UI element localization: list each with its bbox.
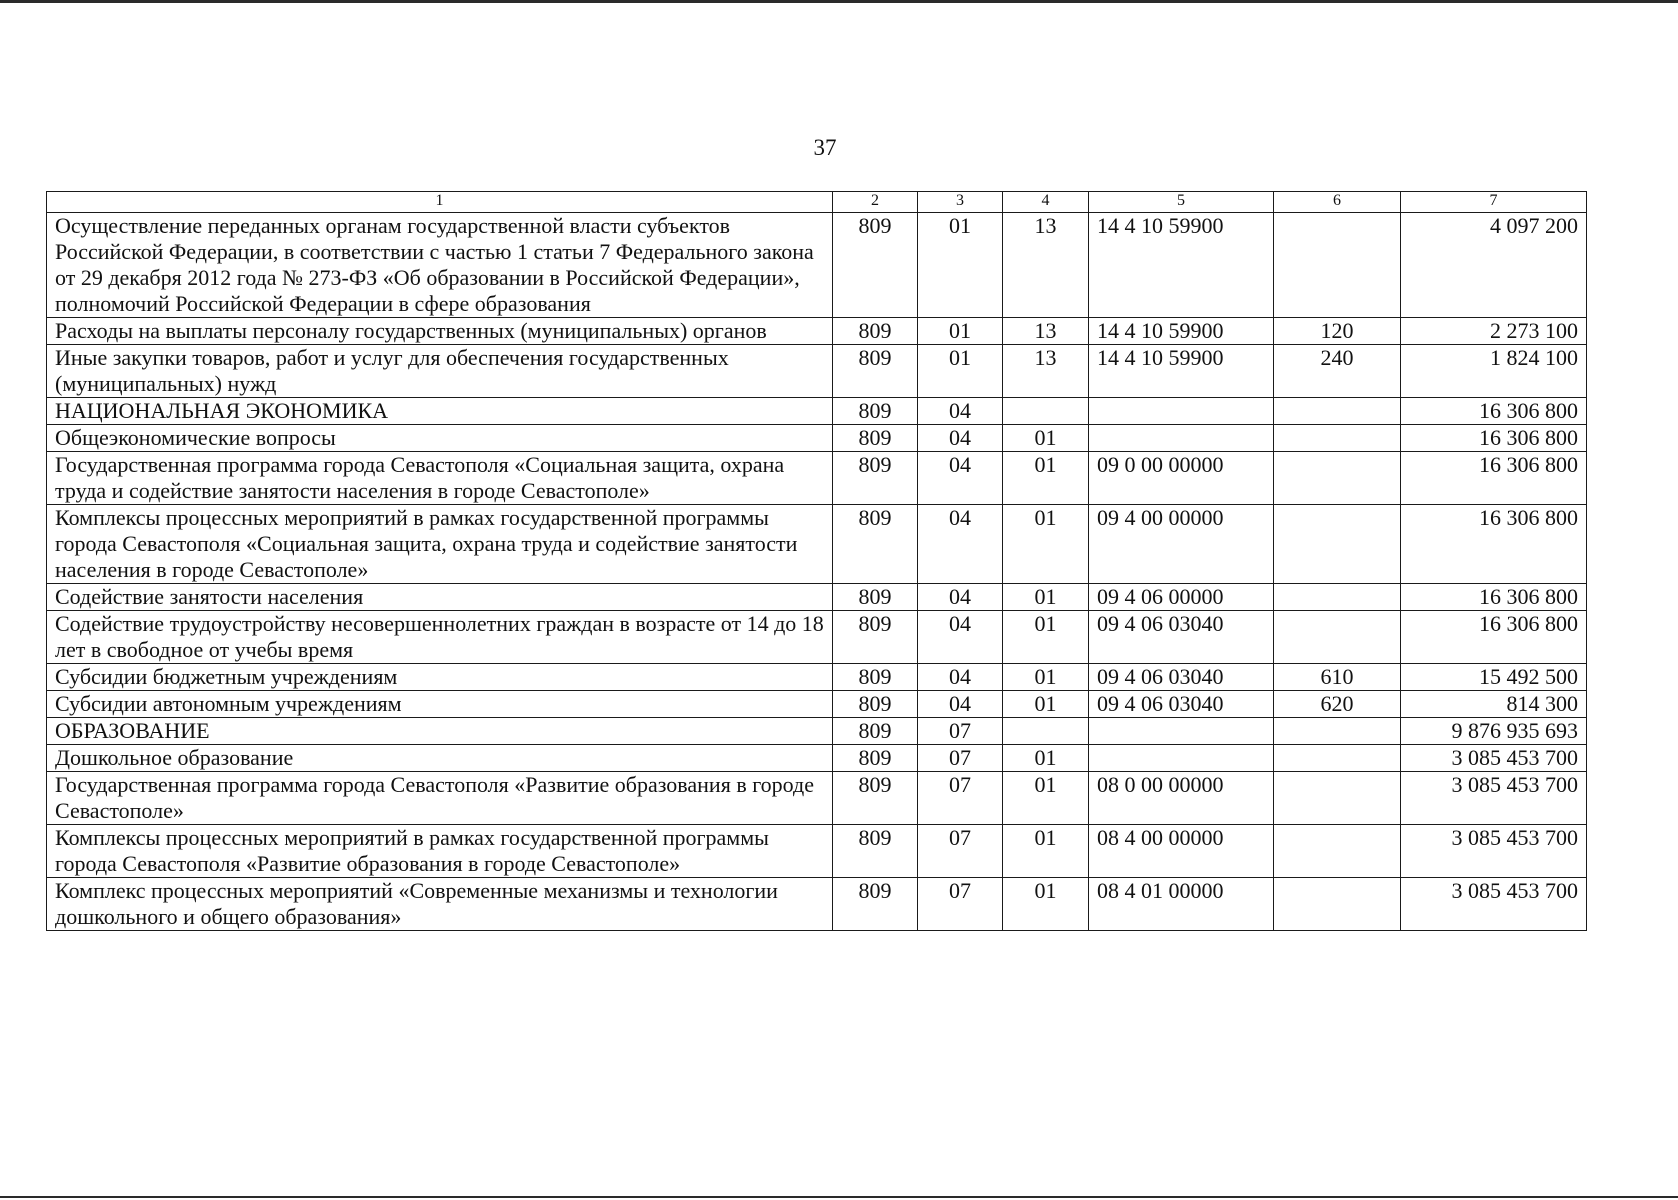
- amount-cell: 9 876 935 693: [1401, 718, 1587, 745]
- target-article-cell: 14 4 10 59900: [1089, 318, 1274, 345]
- column-number-row: [47, 192, 1587, 213]
- column-header: 4: [1003, 192, 1089, 213]
- page-bottom-border: [0, 1196, 1678, 1198]
- row-name-cell: Общеэкономические вопросы: [47, 425, 833, 452]
- table-row: [47, 584, 1587, 611]
- ministry-code-cell: 809: [833, 318, 918, 345]
- target-article-cell: [1089, 425, 1274, 452]
- section-code-cell: 04: [918, 452, 1003, 505]
- target-article-cell: 09 4 06 03040: [1089, 691, 1274, 718]
- target-article-cell: [1089, 745, 1274, 772]
- table-body: [47, 213, 1587, 931]
- row-name-cell: Осуществление переданных органам государственной власти субъектов Российской Федерации, в соответствии с частью 1 статьи 7 Федерального закона от 29 декабря 2012 года № 273-ФЗ «Об образовании в Российской Федерации», полномочий Российской Федерации в сфере образования: [47, 213, 833, 318]
- row-name-cell: Содействие занятости населения: [47, 584, 833, 611]
- section-code-cell: 04: [918, 398, 1003, 425]
- subsection-code-cell: 01: [1003, 878, 1089, 931]
- target-article-cell: 08 4 00 00000: [1089, 825, 1274, 878]
- amount-cell: 16 306 800: [1401, 611, 1587, 664]
- expense-type-cell: [1274, 772, 1401, 825]
- row-name-cell: Комплекс процессных мероприятий «Современные механизмы и технологии дошкольного и общего образования»: [47, 878, 833, 931]
- expense-type-cell: [1274, 425, 1401, 452]
- subsection-code-cell: 01: [1003, 452, 1089, 505]
- expense-type-cell: [1274, 745, 1401, 772]
- amount-cell: 2 273 100: [1401, 318, 1587, 345]
- subsection-code-cell: 13: [1003, 345, 1089, 398]
- subsection-code-cell: [1003, 718, 1089, 745]
- subsection-code-cell: 01: [1003, 425, 1089, 452]
- ministry-code-cell: 809: [833, 745, 918, 772]
- amount-cell: 16 306 800: [1401, 452, 1587, 505]
- column-header: 5: [1089, 192, 1274, 213]
- row-name-cell: Содействие трудоустройству несовершеннолетних граждан в возрасте от 14 до 18 лет в свободное от учебы время: [47, 611, 833, 664]
- ministry-code-cell: 809: [833, 691, 918, 718]
- table-row: [47, 345, 1587, 398]
- expense-type-cell: [1274, 398, 1401, 425]
- section-code-cell: 01: [918, 213, 1003, 318]
- row-name-cell: Дошкольное образование: [47, 745, 833, 772]
- target-article-cell: 08 0 00 00000: [1089, 772, 1274, 825]
- amount-cell: 3 085 453 700: [1401, 745, 1587, 772]
- table-row: [47, 878, 1587, 931]
- page-number: 37: [813, 135, 837, 160]
- ministry-code-cell: 809: [833, 452, 918, 505]
- table-row: [47, 825, 1587, 878]
- subsection-code-cell: [1003, 398, 1089, 425]
- ministry-code-cell: 809: [833, 425, 918, 452]
- amount-cell: 1 824 100: [1401, 345, 1587, 398]
- section-code-cell: 07: [918, 825, 1003, 878]
- amount-cell: 3 085 453 700: [1401, 772, 1587, 825]
- row-name-cell: Иные закупки товаров, работ и услуг для обеспечения государственных (муниципальных) нужд: [47, 345, 833, 398]
- ministry-code-cell: 809: [833, 213, 918, 318]
- amount-cell: 3 085 453 700: [1401, 825, 1587, 878]
- target-article-cell: 09 4 06 00000: [1089, 584, 1274, 611]
- expense-type-cell: 610: [1274, 664, 1401, 691]
- expense-type-cell: [1274, 825, 1401, 878]
- row-name-cell: Государственная программа города Севастополя «Развитие образования в городе Севастополе»: [47, 772, 833, 825]
- expense-type-cell: 240: [1274, 345, 1401, 398]
- section-code-cell: 04: [918, 425, 1003, 452]
- expense-type-cell: 120: [1274, 318, 1401, 345]
- section-code-cell: 07: [918, 878, 1003, 931]
- ministry-code-cell: 809: [833, 825, 918, 878]
- column-header: 6: [1274, 192, 1401, 213]
- table-row: [47, 718, 1587, 745]
- column-header: 3: [918, 192, 1003, 213]
- subsection-code-cell: 01: [1003, 584, 1089, 611]
- table-row: [47, 505, 1587, 584]
- section-code-cell: 01: [918, 345, 1003, 398]
- expense-type-cell: [1274, 718, 1401, 745]
- page-top-border: [0, 0, 1678, 3]
- section-code-cell: 01: [918, 318, 1003, 345]
- budget-table: [46, 191, 1587, 931]
- table-row: [47, 691, 1587, 718]
- row-name-cell: Расходы на выплаты персоналу государственных (муниципальных) органов: [47, 318, 833, 345]
- target-article-cell: 09 4 06 03040: [1089, 664, 1274, 691]
- amount-cell: 3 085 453 700: [1401, 878, 1587, 931]
- table-row: [47, 398, 1587, 425]
- expense-type-cell: [1274, 452, 1401, 505]
- table-row: [47, 772, 1587, 825]
- row-name-cell: Комплексы процессных мероприятий в рамках государственной программы города Севастополя «Развитие образования в городе Севастополе»: [47, 825, 833, 878]
- section-code-cell: 07: [918, 745, 1003, 772]
- subsection-code-cell: 01: [1003, 505, 1089, 584]
- subsection-code-cell: 01: [1003, 691, 1089, 718]
- ministry-code-cell: 809: [833, 584, 918, 611]
- table-row: [47, 318, 1587, 345]
- table-row: [47, 452, 1587, 505]
- ministry-code-cell: 809: [833, 398, 918, 425]
- ministry-code-cell: 809: [833, 345, 918, 398]
- subsection-code-cell: 01: [1003, 772, 1089, 825]
- column-header: 2: [833, 192, 918, 213]
- column-header: 7: [1401, 192, 1587, 213]
- column-header: 1: [47, 192, 833, 213]
- target-article-cell: 08 4 01 00000: [1089, 878, 1274, 931]
- subsection-code-cell: 01: [1003, 825, 1089, 878]
- ministry-code-cell: 809: [833, 878, 918, 931]
- amount-cell: 16 306 800: [1401, 584, 1587, 611]
- table-row: [47, 611, 1587, 664]
- expense-type-cell: [1274, 213, 1401, 318]
- expense-type-cell: [1274, 611, 1401, 664]
- expense-type-cell: [1274, 584, 1401, 611]
- ministry-code-cell: 809: [833, 664, 918, 691]
- expense-type-cell: [1274, 505, 1401, 584]
- subsection-code-cell: 01: [1003, 611, 1089, 664]
- amount-cell: 16 306 800: [1401, 505, 1587, 584]
- target-article-cell: 09 0 00 00000: [1089, 452, 1274, 505]
- row-name-cell: Субсидии автономным учреждениям: [47, 691, 833, 718]
- table-row: [47, 664, 1587, 691]
- ministry-code-cell: 809: [833, 772, 918, 825]
- section-code-cell: 04: [918, 664, 1003, 691]
- section-code-cell: 04: [918, 584, 1003, 611]
- row-name-cell: Государственная программа города Севастополя «Социальная защита, охрана труда и содействие занятости населения в городе Севастополе»: [47, 452, 833, 505]
- subsection-code-cell: 01: [1003, 745, 1089, 772]
- row-name-cell: НАЦИОНАЛЬНАЯ ЭКОНОМИКА: [47, 398, 833, 425]
- target-article-cell: [1089, 398, 1274, 425]
- section-code-cell: 04: [918, 691, 1003, 718]
- section-code-cell: 04: [918, 505, 1003, 584]
- target-article-cell: 14 4 10 59900: [1089, 213, 1274, 318]
- row-name-cell: Субсидии бюджетным учреждениям: [47, 664, 833, 691]
- target-article-cell: [1089, 718, 1274, 745]
- section-code-cell: 07: [918, 718, 1003, 745]
- amount-cell: 16 306 800: [1401, 398, 1587, 425]
- row-name-cell: Комплексы процессных мероприятий в рамках государственной программы города Севастополя «Социальная защита, охрана труда и содействие занятости населения в городе Севастополе»: [47, 505, 833, 584]
- subsection-code-cell: 01: [1003, 664, 1089, 691]
- table-row: [47, 213, 1587, 318]
- subsection-code-cell: 13: [1003, 318, 1089, 345]
- expense-type-cell: 620: [1274, 691, 1401, 718]
- target-article-cell: 09 4 06 03040: [1089, 611, 1274, 664]
- amount-cell: 814 300: [1401, 691, 1587, 718]
- amount-cell: 15 492 500: [1401, 664, 1587, 691]
- ministry-code-cell: 809: [833, 505, 918, 584]
- target-article-cell: 14 4 10 59900: [1089, 345, 1274, 398]
- row-name-cell: ОБРАЗОВАНИЕ: [47, 718, 833, 745]
- table-row: [47, 425, 1587, 452]
- section-code-cell: 07: [918, 772, 1003, 825]
- table-row: [47, 745, 1587, 772]
- amount-cell: 16 306 800: [1401, 425, 1587, 452]
- ministry-code-cell: 809: [833, 718, 918, 745]
- subsection-code-cell: 13: [1003, 213, 1089, 318]
- expense-type-cell: [1274, 878, 1401, 931]
- ministry-code-cell: 809: [833, 611, 918, 664]
- amount-cell: 4 097 200: [1401, 213, 1587, 318]
- section-code-cell: 04: [918, 611, 1003, 664]
- target-article-cell: 09 4 00 00000: [1089, 505, 1274, 584]
